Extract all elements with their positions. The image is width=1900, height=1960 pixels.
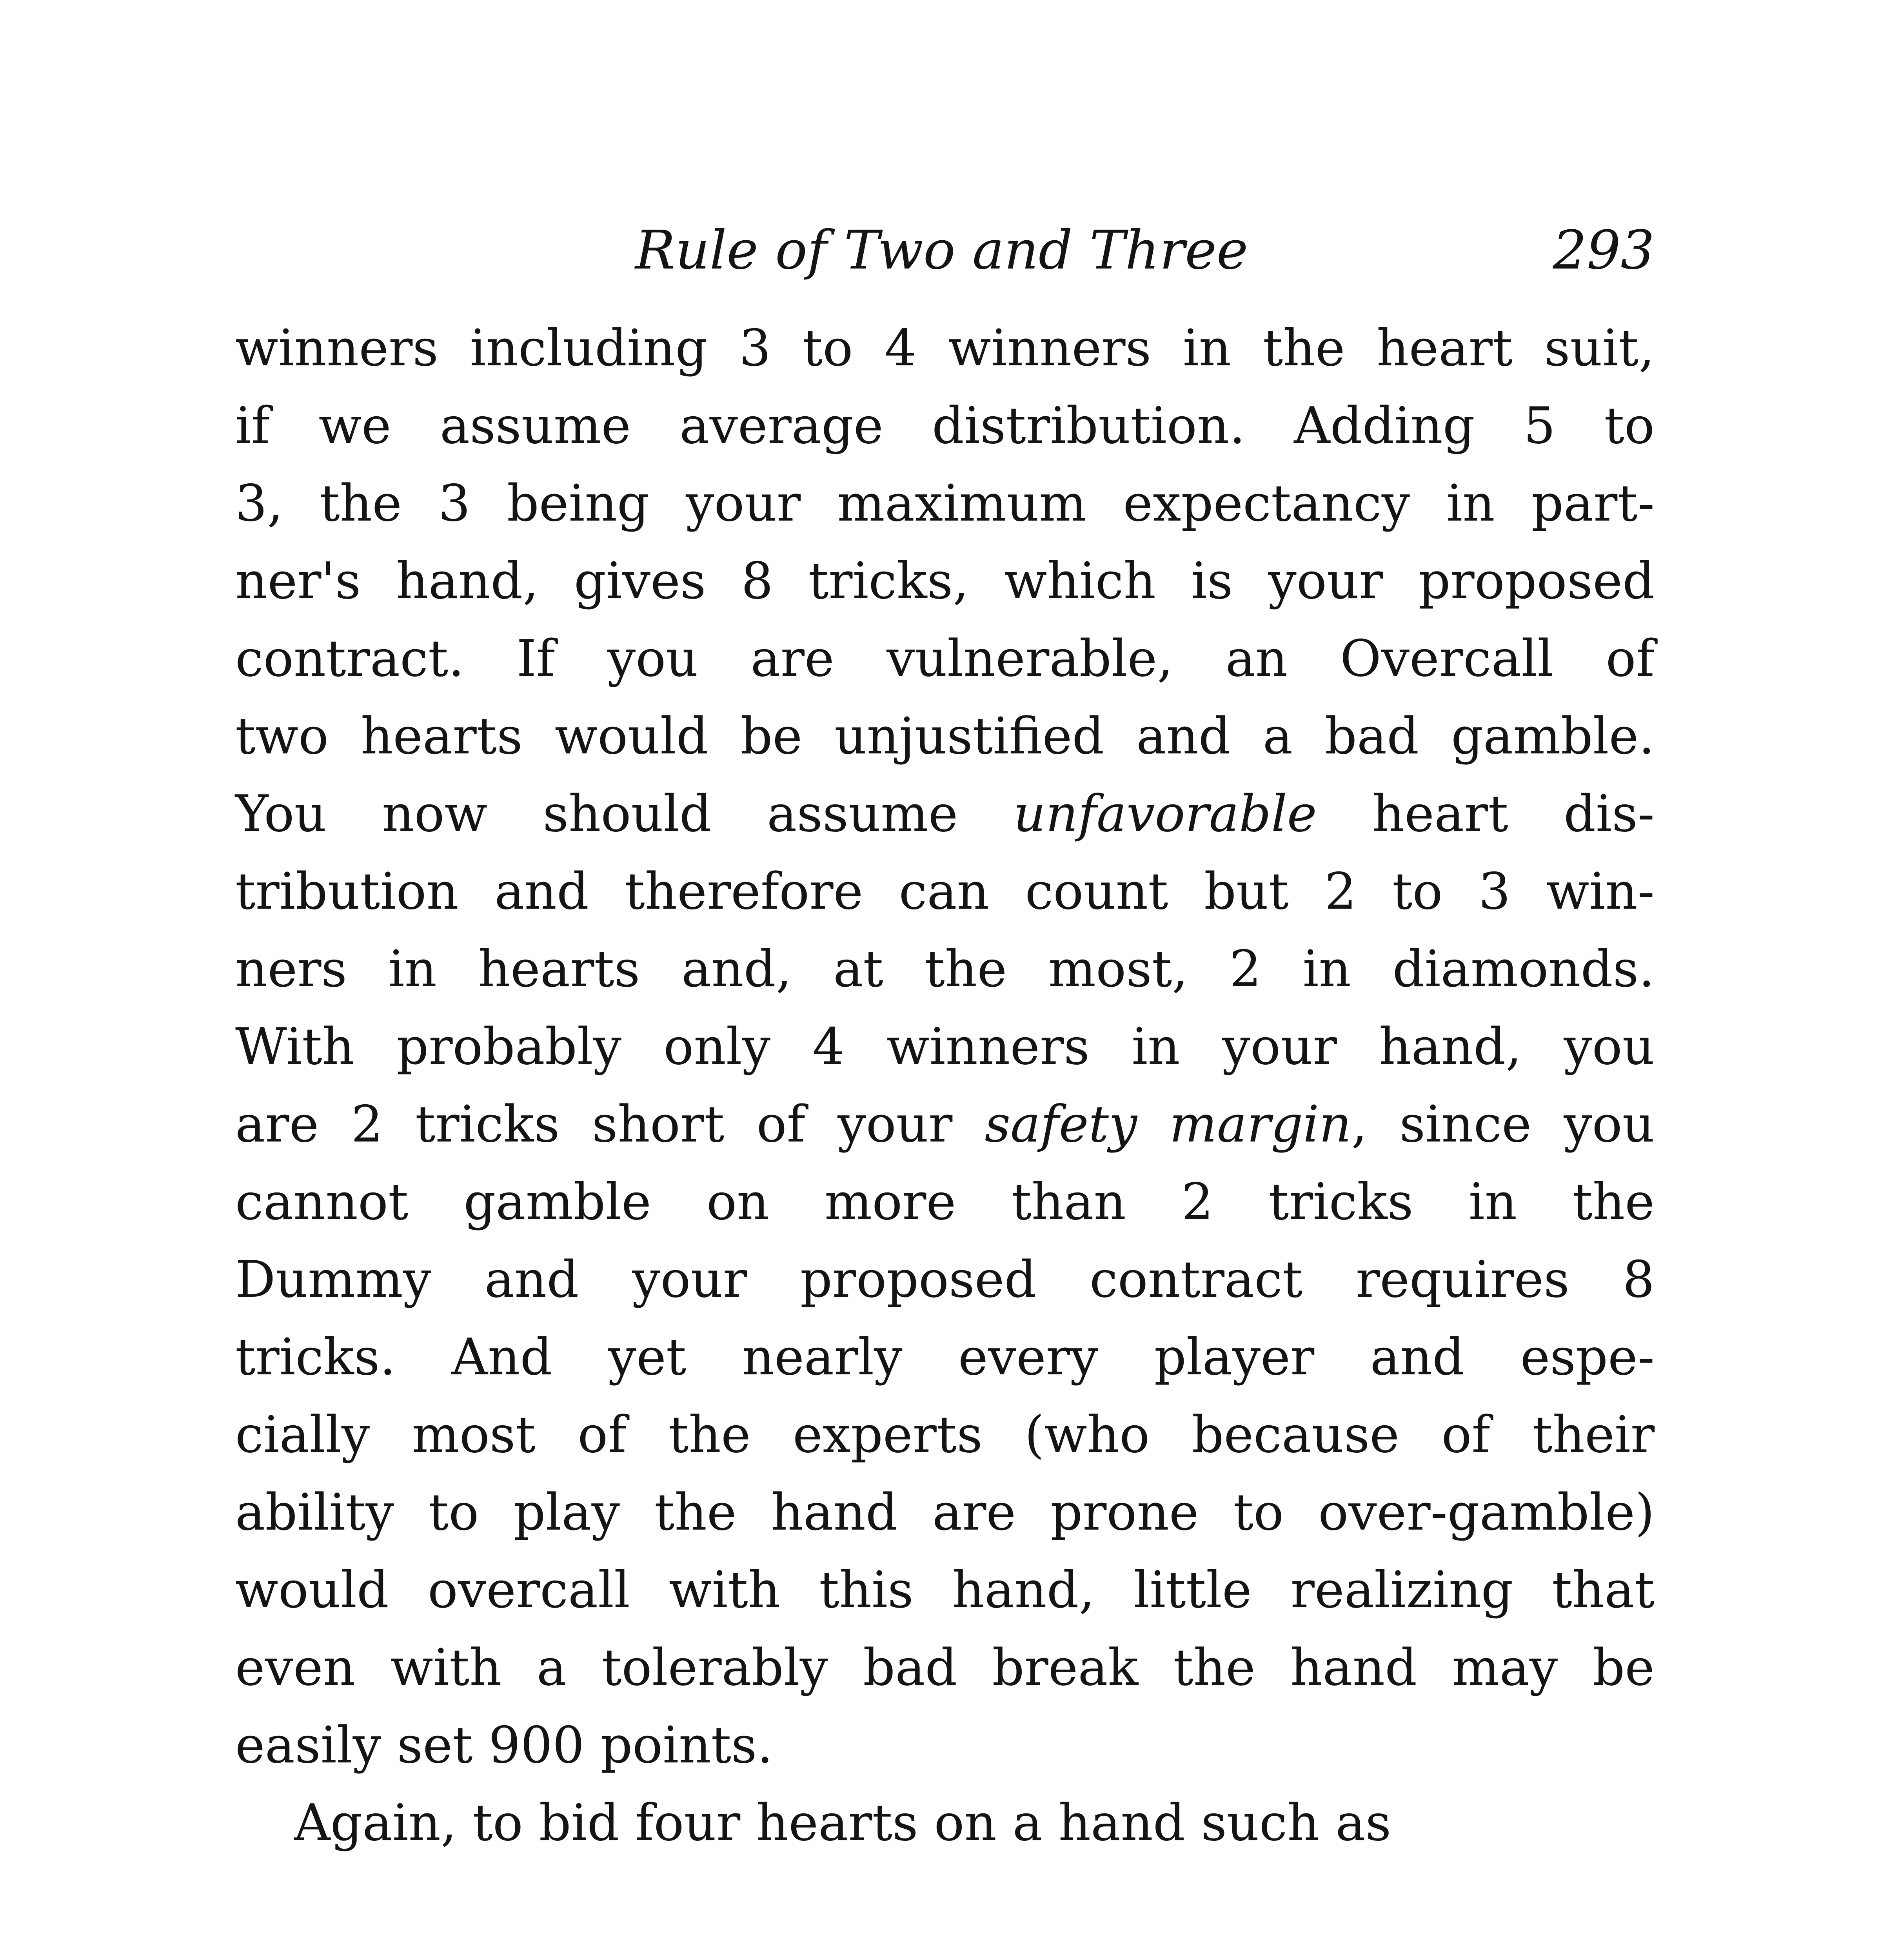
- text-line: cannot gamble on more than 2 tricks in the: [235, 1173, 1655, 1231]
- emphasis-text: safety margin: [985, 1095, 1351, 1154]
- text-line: tricks. And yet nearly every player and espe-: [235, 1328, 1655, 1387]
- hearts-holding: [603, 1956, 919, 1960]
- chapter-title: Rule of Two and Three: [635, 220, 1248, 281]
- diamonds-holding: [1004, 1956, 1199, 1960]
- page-number: 293: [1553, 220, 1655, 281]
- running-head: [235, 220, 1655, 298]
- text-line: winners including 3 to 4 winners in the heart suit,: [235, 319, 1655, 377]
- text-line: ners in hearts and, at the most, 2 in diamonds.: [235, 940, 1655, 998]
- text-line: if we assume average distribution. Adding 5 to: [235, 397, 1655, 455]
- text-line: contract. If you are vulnerable, an Overcall of: [235, 630, 1655, 688]
- text-line: With probably only 4 winners in your hand, you: [235, 1018, 1655, 1076]
- text-line: Dummy and your proposed contract requires 8: [235, 1250, 1655, 1309]
- text-line: easily set 900 points.: [235, 1716, 773, 1775]
- clubs-holding: [1284, 1956, 1474, 1960]
- text-line: two hearts would be unjustified and a bad gamble.: [235, 707, 1655, 766]
- spades-holding: [416, 1956, 518, 1960]
- text-line: 3, the 3 being your maximum expectancy in part-: [235, 474, 1655, 533]
- text-line: would overcall with this hand, little realizing that: [235, 1561, 1655, 1619]
- text-line: cially most of the experts (who because of their: [235, 1406, 1655, 1464]
- paragraph-intro-line: Again, to bid four hearts on a hand such as: [294, 1794, 1391, 1852]
- bridge-hand: [235, 1956, 1655, 1960]
- text-line: even with a tolerably bad break the hand may be: [235, 1639, 1655, 1697]
- text-line: ner's hand, gives 8 tricks, which is your proposed: [235, 552, 1655, 610]
- text-line: ability to play the hand are prone to over-gamble): [235, 1483, 1655, 1542]
- text-line: You now should assume unfavorable heart dis-: [235, 785, 1655, 843]
- text-line: are 2 tricks short of your safety margin, since you: [235, 1095, 1655, 1154]
- text-line: tribution and therefore can count but 2 to 3 win-: [235, 862, 1655, 921]
- emphasis-text: unfavorable: [1013, 785, 1317, 843]
- paragraph-main: [235, 310, 1655, 1862]
